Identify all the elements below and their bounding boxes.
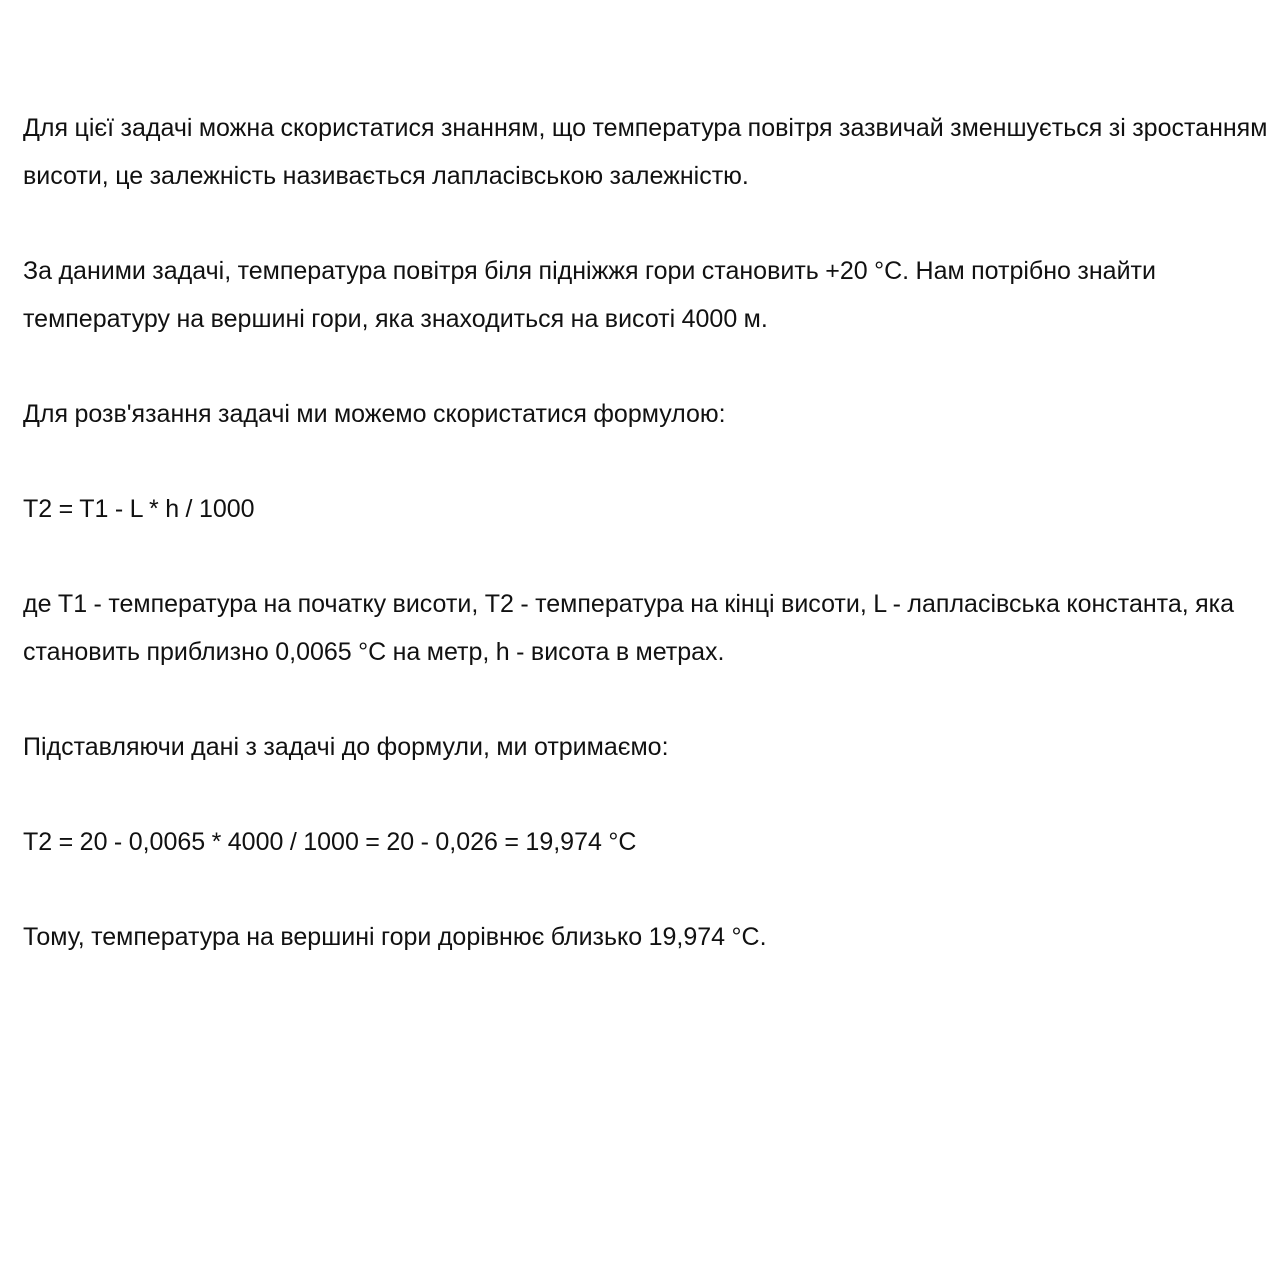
substitution-intro-paragraph: Підставляючи дані з задачі до формули, ми отримаємо:	[23, 733, 669, 761]
formula: T2 = T1 - L * h / 1000	[23, 495, 255, 523]
conclusion-paragraph: Тому, температура на вершині гори дорівнює близько 19,974 °C.	[23, 923, 767, 951]
formula-intro-paragraph: Для розв'язання задачі ми можемо скористатися формулою:	[23, 400, 726, 428]
variables-paragraph: де T1 - температура на початку висоти, T2 - температура на кінці висоти, L - лапласівська константа, яка становить приблизно 0,0065 °C на метр, h - висота в метрах.	[23, 590, 1235, 666]
intro-paragraph: Для цієї задачі можна скористатися знанням, що температура повітря зазвичай зменшується зі зростанням висоти, це залежність називається лапласівською залежністю.	[23, 114, 1268, 190]
answer-text	[23, 104, 1275, 1008]
calculation: T2 = 20 - 0,0065 * 4000 / 1000 = 20 - 0,026 = 19,974 °C	[23, 828, 637, 856]
given-data-paragraph: За даними задачі, температура повітря біля підніжжя гори становить +20 °C. Нам потрібно знайти температуру на вершині гори, яка знаходиться на висоті 4000 м.	[23, 257, 1156, 333]
